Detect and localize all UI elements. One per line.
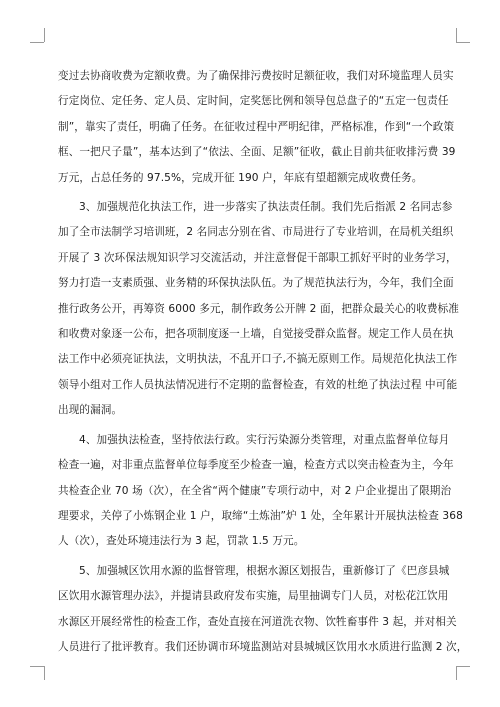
paragraph-fee-collection xyxy=(58,64,456,191)
crop-mark-bottom-left-h xyxy=(30,666,44,667)
text-line: 水源区开展经常性的检查工作，查处直接在河道洗衣物、饮牲畜事件 3 起，并对相关 xyxy=(58,615,457,628)
crop-mark-top-right-v xyxy=(456,28,457,42)
crop-mark-bottom-right-v xyxy=(456,666,457,680)
text-line: 3、加强规范化执法工作，进一步落实了执法责任制。我们先后指派 2 名同志参 xyxy=(79,201,453,214)
text-line: 框、一把尺子量”，基本达到了“依法、全面、足额”征收，截止目前共征收排污费 39 xyxy=(58,146,456,159)
text-line: 区饮用水源管理办法》，并提请县政府发布实施，局里抽调专门人员，对松花江饮用 xyxy=(58,590,449,603)
text-line: 制”，靠实了责任，明确了任务。在征收过程中严明纪律，严格标准，作到“一个政策 xyxy=(58,120,455,133)
text-line: 共检查企业 70 场（次），在全省“两个健康”专项行动中，对 2 户企业提出了限期治 xyxy=(58,484,452,497)
text-line: 和收费对象逐一公布，把各项制度逐一上墙，自觉接受群众监督。规定工作人员在执 xyxy=(58,328,454,341)
text-line: 人员进行了批评教育。我们还协调市环境监测站对县城城区饮用水水质进行监测 2 次， xyxy=(58,640,468,653)
document-body xyxy=(58,64,468,660)
text-line: 5、加强城区饮用水源的监督管理，根据水源区划报告，重新修订了《巴彦县城 xyxy=(79,564,450,577)
text-line: 4、加强执法检查，坚持依法行政。实行污染源分类管理，对重点监督单位每月 xyxy=(79,433,450,446)
text-line: 推行政务公开，再筹资 6000 多元，制作政务公开牌 2 面，把群众最关心的收费标准 xyxy=(58,302,459,315)
text-line: 人（次），查处环境违法行为 3 起，罚款 1.5 万元。 xyxy=(58,535,305,548)
crop-mark-top-left-v xyxy=(44,28,45,42)
crop-mark-top-left-h xyxy=(30,42,44,43)
text-line: 法工作中必须亮证执法，文明执法，不乱开口子,不搞无原则工作。局规范化执法工作 xyxy=(58,353,458,366)
text-line: 加了全市法制学习培训班，2 名同志分别在省、市局进行了专业培训，在局机关组织 xyxy=(58,226,454,239)
paragraph-enforcement-inspection xyxy=(58,428,463,555)
text-line: 变过去协商收费为定额收费。为了确保排污费按时足额征收，我们对环境监理人员实 xyxy=(58,70,454,82)
text-line: 理要求，关停了小炼钢企业 1 户，取缔“土炼油”炉 1 处，全年累计开展执法检查 368 xyxy=(58,509,463,522)
text-line: 检查一遍，对非重点监督单位每季度至少检查一遍，检查方式以突击检查为主，今年 xyxy=(58,459,454,472)
text-line: 万元，占总任务的 97.5%，完成开征 190 户，年底有望超额完成收费任务。 xyxy=(58,171,423,184)
text-line: 行定岗位、定任务、定人员、定时间，定奖惩比例和领导包总盘子的“五定一包责任 xyxy=(58,95,449,108)
text-line: 领导小组对工作人员执法情况进行不定期的监督检查，有效的杜绝了执法过程 中可能 xyxy=(58,378,458,391)
text-line: 出现的漏洞。 xyxy=(58,404,123,417)
crop-mark-bottom-right-h xyxy=(456,666,470,667)
text-line: 开展了 3 次环保法规知识学习交流活动，并注意督促干部职工抓好平时的业务学习， xyxy=(58,251,457,264)
paragraph-law-enforcement-standardization xyxy=(58,195,459,424)
crop-mark-bottom-left-v xyxy=(44,666,45,680)
paragraph-drinking-water-source xyxy=(58,559,468,661)
crop-mark-top-right-h xyxy=(456,42,470,43)
text-line: 努力打造一支素质强、业务精的环保执法队伍。为了规范执法行为，今年，我们全面 xyxy=(58,277,454,290)
